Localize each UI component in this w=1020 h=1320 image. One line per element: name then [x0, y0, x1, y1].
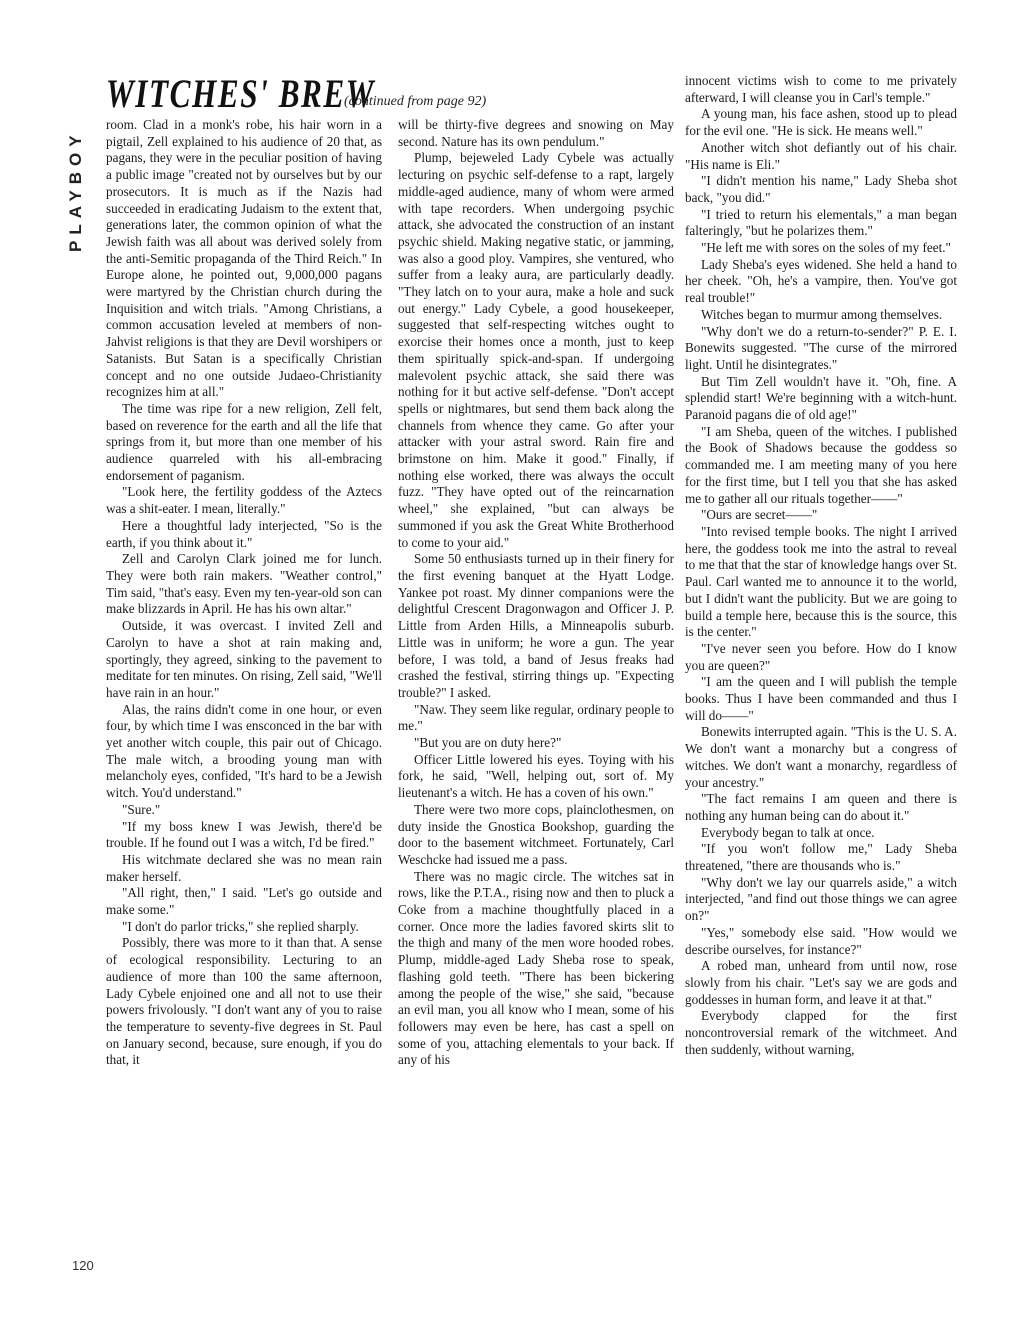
- paragraph: "If you won't follow me," Lady Sheba threatened, "there are thousands who is.": [685, 841, 957, 874]
- paragraph: "Sure.": [122, 801, 161, 817]
- paragraph: will be thirty-five degrees and snowing on May second. Nature has its own pendulum.": [398, 117, 674, 149]
- magazine-masthead: PLAYBOY: [66, 129, 85, 252]
- continued-from-note: (continued from page 92): [344, 94, 487, 109]
- article-title: WITCHES' BREW: [106, 71, 376, 116]
- paragraph: The time was ripe for a new religion, Zell felt, based on reverence for the earth and all the life that springs from it, but more than one member of his audience quarreled with his all-embracing endorsement of paganism.: [106, 400, 382, 483]
- page-number: 120: [72, 1258, 94, 1273]
- text-column-2: [398, 117, 674, 1069]
- article-header: [106, 72, 666, 122]
- paragraph: "But you are on duty here?": [414, 735, 562, 751]
- paragraph: "Why don't we do a return-to-sender?" P. E. I. Bonewits suggested. "The curse of the mirrored light. Until he disintegrates.": [685, 323, 957, 372]
- paragraph: Zell and Carolyn Clark joined me for lunch. They were both rain makers. "Weather control," Tim said, "that's easy. Even my ten-year-old son can make blizzards in April. He has his own altar.": [106, 551, 382, 617]
- paragraph: "I didn't mention his name," Lady Sheba shot back, "you did.": [685, 173, 957, 205]
- paragraph: A young man, his face ashen, stood up to plead for the evil one. "He is sick. He means well.": [685, 106, 957, 139]
- paragraph: "Yes," somebody else said. "How would we describe ourselves, for instance?": [685, 924, 957, 957]
- text-column-3: [685, 73, 957, 1058]
- paragraph: Another witch shot defiantly out of his chair. "His name is Eli.": [685, 139, 957, 172]
- paragraph: Bonewits interrupted again. "This is the U. S. A. We don't want a monarchy but a congress of witches. We don't want a monarchy, regardless of your ancestry.": [685, 724, 957, 790]
- paragraph: His witchmate declared she was no mean rain maker herself.: [106, 851, 382, 884]
- paragraph: Lady Sheba's eyes widened. She held a hand to her cheek. "Oh, he's a vampire, then. You've got real trouble!": [685, 256, 957, 306]
- paragraph: "I tried to return his elementals," a man began falteringly, "but he polarizes them.": [685, 206, 957, 239]
- paragraph: There was no magic circle. The witches sat in rows, like the P.T.A., rising now and then to pluck a Coke from a machine thoughtfully placed in a corner. Once more the ladies favored skirts slit to the thigh and many of the men wore hooded robes. Plump, middle-aged Lady Sheba rose to speak, flashing gold teeth. "There has been bickering among the people of the wise," she said, "because an evil man, you all know who I mean, some of his followers may even be here, has cast a spell on some of you, attaching elementals to your back. If any of his: [398, 868, 674, 1068]
- paragraph: There were two more cops, plainclothesmen, on duty inside the Gnostica Bookshop, guarding the door to the basement witchmeet. Fortunately, Carl Weschcke had issued me a pass.: [398, 801, 674, 867]
- paragraph: Witches began to murmur among themselves.: [701, 306, 943, 322]
- paragraph: Everybody clapped for the first noncontroversial remark of the witchmeet. And then suddenly, without warning,: [685, 1008, 957, 1057]
- paragraph: "Naw. They seem like regular, ordinary people to me.": [398, 701, 674, 734]
- paragraph: "Look here, the fertility goddess of the Aztecs was a shit-eater. I mean, literally.": [106, 484, 382, 517]
- paragraph: innocent victims wish to come to me privately afterward, I will cleanse you in Carl's temple.": [685, 73, 957, 105]
- paragraph: Outside, it was overcast. I invited Zell and Carolyn to have a shot at rain making and, sportingly, they agreed, sinking to the pavement to meditate for ten minutes. On rising, Zell said, "We'll have rain in an hour.": [106, 618, 382, 700]
- paragraph: Some 50 enthusiasts turned up in their finery for the first evening banquet at the Hyatt Lodge. Yankee pot roast. My dinner companions were the delightful Crescent Dragonwagon and Officer J. P. Little from Arden Hills, a Minneapolis suburb. Little was in uniform; he wore a gun. The year before, I was told, a band of Jesus freaks had crashed the festival, stirring things up. "Expecting trouble?" I asked.: [398, 551, 674, 700]
- paragraph: But Tim Zell wouldn't have it. "Oh, fine. A splendid start! We're beginning with a witch-hunt. Paranoid pagans die of old age!": [685, 373, 957, 423]
- paragraph: "I am Sheba, queen of the witches. I published the Book of Shadows because the goddess so commanded me. I am meeting many of you here for the first time, but I tell you that she has asked me to gather all our rituals together——": [685, 423, 957, 506]
- paragraph: Alas, the rains didn't come in one hour, or even four, by which time I was ensconced in the bar with yet another witch couple, this pair out of Chicago. The male witch, a brooding young man with melancholy eyes, confided, "It's hard to be a Jewish witch. You'd understand.": [106, 701, 382, 801]
- paragraph: "I don't do parlor tricks," she replied sharply.: [122, 918, 359, 934]
- paragraph: "The fact remains I am queen and there is nothing any human being can do about it.": [685, 791, 957, 823]
- paragraph: "If my boss knew I was Jewish, there'd be trouble. If he found out I was a witch, I'd be fired.": [106, 818, 382, 851]
- paragraph: "He left me with sores on the soles of my feet.": [701, 240, 951, 256]
- paragraph: "I've never seen you before. How do I know you are queen?": [685, 640, 957, 673]
- paragraph: A robed man, unheard from until now, rose slowly from his chair. "Let's say we are gods and goddesses in human form, and leave it at that.": [685, 958, 957, 1007]
- paragraph: "All right, then," I said. "Let's go outside and make some.": [106, 885, 382, 918]
- paragraph: "Ours are secret——": [701, 507, 818, 523]
- paragraph: Possibly, there was more to it than that. A sense of ecological responsibility. Lecturing to an audience of more than 100 the same afternoon, Lady Cybele enjoined one and all not to use their powers frivolously. "I don't want any of you to raise the temperature to seventy-five degrees in St. Paul on January second, because, sure enough, if you do that, it: [106, 935, 382, 1068]
- text-column-1: [106, 117, 382, 1069]
- paragraph: Officer Little lowered his eyes. Toying with his fork, he said, "Well, helping out, sort of. My lieutenant's a witch. He has a coven of his own.": [398, 751, 674, 801]
- paragraph: "I am the queen and I will publish the temple books. Thus I have been commanded and thus I will do——": [685, 674, 957, 723]
- paragraph: Everybody began to talk at once.: [701, 824, 875, 840]
- paragraph: "Why don't we lay our quarrels aside," a witch interjected, "and find out those things we can agree on?": [685, 874, 957, 924]
- paragraph: Here a thoughtful lady interjected, "So is the earth, if you think about it.": [106, 517, 382, 550]
- paragraph: "Into revised temple books. The night I arrived here, the goddess took me into the astral to reveal to me that that the star of knowledge hangs over St. Paul. Carl wanted me to announce it to the world, but I didn't want the publicity. But we are going to build a temple here, because this is the source, this is the center.": [685, 523, 957, 640]
- paragraph: room. Clad in a monk's robe, his hair worn in a pigtail, Zell explained to his audience of 20 that, as pagans, they were in the peculiar position of having a public image "created not by ourselves but by our prosecutors. It is much as if the Nazis had succeeded in eradicating Judaism to the extent that, generations later, the common opinion of what the Jewish faith was all about was derived solely from the anti-Semitic propaganda of the Third Reich." In Europe alone, he pointed out, 9,000,000 pagans were martyred by the Christian church during the Inquisition and witch trials. "Among Christians, a common accusation leveled at members of non-Jahvist religions is that they are Devil worshipers or Satanists. But Satan is a specifically Christian concept and no one outside Judaeo-Christianity recognizes him at all.": [106, 117, 382, 400]
- paragraph: Plump, bejeweled Lady Cybele was actually lecturing on psychic self-defense to a rapt, largely middle-aged audience, many of whom were armed with tape recorders. When undergoing psychic attack, she advocated the construction of an instant psychic shield. Making negative static, or jamming, was also a good ploy. Vampires, she ventured, who suffer from a leaky aura, are particularly deadly. "They latch on to your aura, make a hole and suck out energy." Lady Cybele, a good housekeeper, suggested that self-respecting witches ought to exorcise their homes once a month, just to keep them spiritually spick-and-span. If undergoing malevolent psychic attack, she said there was nothing for it but active self-defense. "Don't accept spells or nightmares, but send them back along the channels from whence they came. Go after your attacker with your astral sword. Rain fire and brimstone on him. Make it good." Finally, if nothing else worked, there was always the occult fuzz. "They have opted out of the reincarnation wheel," she explained, "but can always be summoned if you ask the Great White Brotherhood to come to your aid.": [398, 150, 674, 550]
